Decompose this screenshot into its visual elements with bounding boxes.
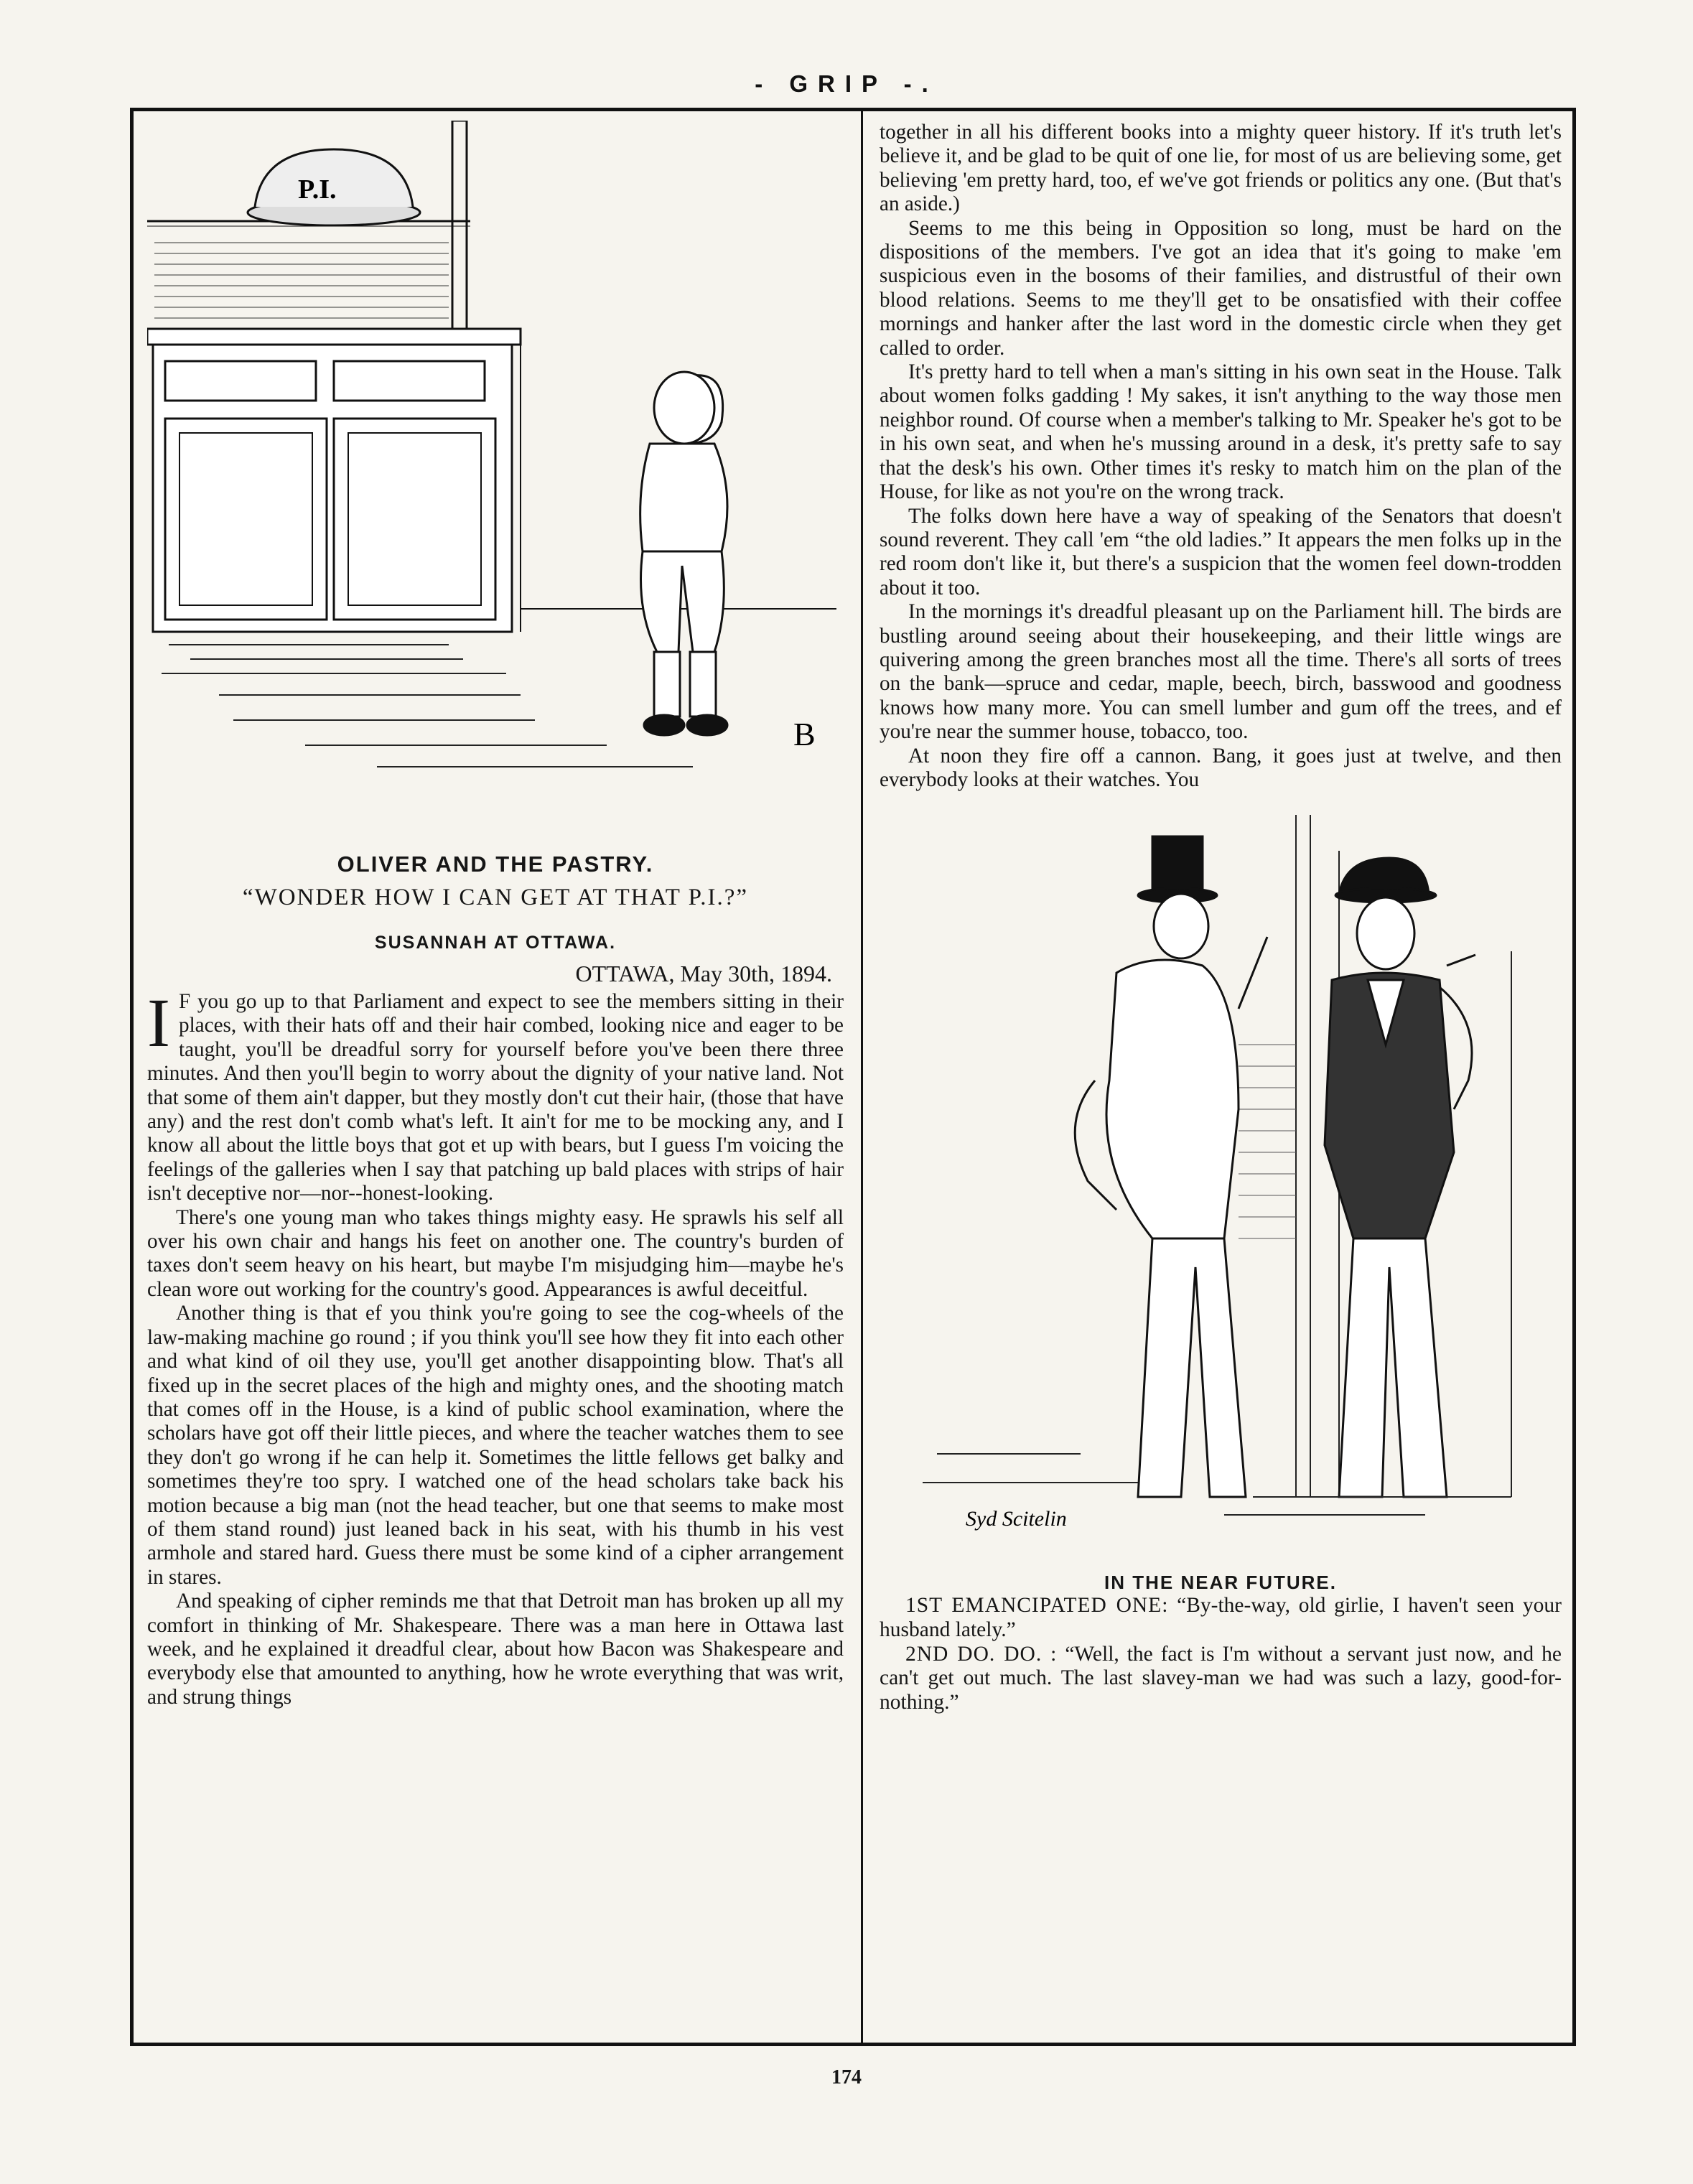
near-future-cartoon [880, 808, 1562, 1569]
article-dateline: OTTAWA, May 30th, 1894. [575, 961, 832, 986]
article-body-right [880, 121, 1562, 792]
column-divider [861, 108, 863, 2046]
page-number: 174 [831, 2066, 862, 2089]
article-paragraph: In the mornings it's dreadful pleasant up on the Parliament hill. The birds are bustling around seeing about their housekeeping, and their little wings are quivering among the green branches most all the time. There's all sorts of trees on the bank—spruce and cedar, maple, beech, birch, basswood and goodness knows how many more. You can smell lumber and gum off the trees, and ef you're near the summer house, tobacco, too. [880, 600, 1562, 744]
article-paragraph: There's one young man who takes things mighty easy. He sprawls his self all over his own chair and hangs his feet on another one. The country's burden of taxes don't seem heavy on his heart, but maybe I'm misjudging him—maybe he's clean wore out working for the country's good. Appearances is awful deceitful. [147, 1205, 844, 1301]
article-paragraph: And speaking of cipher reminds me that that Detroit man has broken up all my comfort in thinking of Mr. Shakespeare. There was a man here in Ottawa last week, and he explained it dreadful clear, about how Bacon was Shakespeare and everybody else that amounted to anything, how he wrote everything that was writ, and strung things [147, 1590, 844, 1709]
article-paragraph: Seems to me this being in Opposition so long, must be hard on the dispositions of the members. I've got an idea that it's going to make 'em suspicious even in the bosoms of their families, and distrustful of their own blood relations. Seems to me they'll get to be onsatisfied with their coffee mornings and hanker after the last word in the domestic circle when they get called to order. [880, 216, 1562, 360]
oliver-caption-quote: “WONDER HOW I CAN GET AT THAT P.I.?” [242, 885, 749, 910]
right-column [880, 121, 1562, 1714]
article-paragraph: The folks down here have a way of speaking of the Senators that doesn't sound reverent. They call 'em “the old ladies.” It appears the men folks up in the red room don't like it, but there's a suspicion that the women feel down-trodden about it too. [880, 504, 1562, 599]
pie-label: P.I. [298, 174, 337, 205]
dialogue-line: 1ST EMANCIPATED ONE: “By-the-way, old girlie, I haven't seen your husband lately.” [880, 1594, 1562, 1641]
near-future-dialogue [880, 1594, 1562, 1714]
oliver-caption-title: OLIVER AND THE PASTRY. [337, 851, 654, 877]
dialogue-line: 2ND DO. DO. : “Well, the fact is I'm without a servant just now, and he can't get out much. The last slavey-man we had was such a lazy, good-for-nothing.” [880, 1642, 1562, 1714]
left-column [147, 121, 844, 1709]
article-paragraph: I F you go up to that Parliament and expect to see the members sitting in their places, with their hats off and their hair combed, looking nice and eager to be taught, you'll be dreadful sorry for yourself before you've been there three minutes. And then you'll begin to worry about the dignity of your native land. Not that some of them ain't dapper, but they mostly don't cut their hair, (those that have any) and the rest don't comb what's left. It ain't for me to be mocking any, and I know all about the little boys that got et up with bears, but I guess I'm voicing the feelings of the galleries when I say that patching up bald places with strips of hair isn't deceptive nor—nor--honest-looking. [147, 984, 844, 1205]
drop-cap: I [147, 984, 170, 1061]
article-paragraph: It's pretty hard to tell when a man's sitting in his own seat in the House. Talk about women folks gadding ! My sakes, it isn't anything to the way those men neighbor round. Of course when a member's talking to Mr. Speaker he's got to be in his own seat, and when he's mussing around in a desk, it's pretty safe to say that the desk's his own. Other times it's resky to match him on the plan of the House, for like as not you're on the wrong track. [880, 360, 1562, 504]
article-paragraph: At noon they fire off a cannon. Bang, it goes just at twelve, and then everybody looks at their watches. You [880, 744, 1562, 791]
article-body-left [147, 984, 844, 1709]
oliver-cartoon [147, 121, 844, 846]
near-future-caption-title: IN THE NEAR FUTURE. [1104, 1572, 1337, 1594]
oliver-cartoon-drawing [147, 121, 844, 846]
cartoon-signature: Syd Scitelin [966, 1507, 1067, 1531]
article-title: SUSANNAH AT OTTAWA. [374, 933, 617, 953]
masthead: - GRIP -. [755, 70, 938, 97]
article-paragraph: together in all his different books into a mighty queer history. If it's truth let's believe it, and be glad to be quit of one lie, for most of us are believing some, get believing 'em pretty hard, too, ef we've got friends or politics any one. (But that's an aside.) [880, 121, 1562, 216]
near-future-cartoon-drawing [880, 808, 1562, 1569]
cartoon-signature: B [793, 716, 816, 752]
article-paragraph: Another thing is that ef you think you're going to see the cog-wheels of the law-making machine go round ; if you think you'll see how they fit into each other and what kind of oil they use, you'll get another disappointing blow. That's all fixed up in the secret places of the high and mighty ones, and the shooting match that comes off in the House, is a kind of public school examination, where the scholars have got off their little pieces, and where the teacher watches them to see they don't go wrong if he can help it. Sometimes the little fellows get balky and sometimes they're too spry. I watched one of the head scholars take back his motion because a big man (not the head teacher, but one that seems to make most of them stand round) just leaned back in his seat, with his thumb in his vest armhole and stared hard. Guess there must be some kind of a cipher arrangement in stares. [147, 1302, 844, 1589]
